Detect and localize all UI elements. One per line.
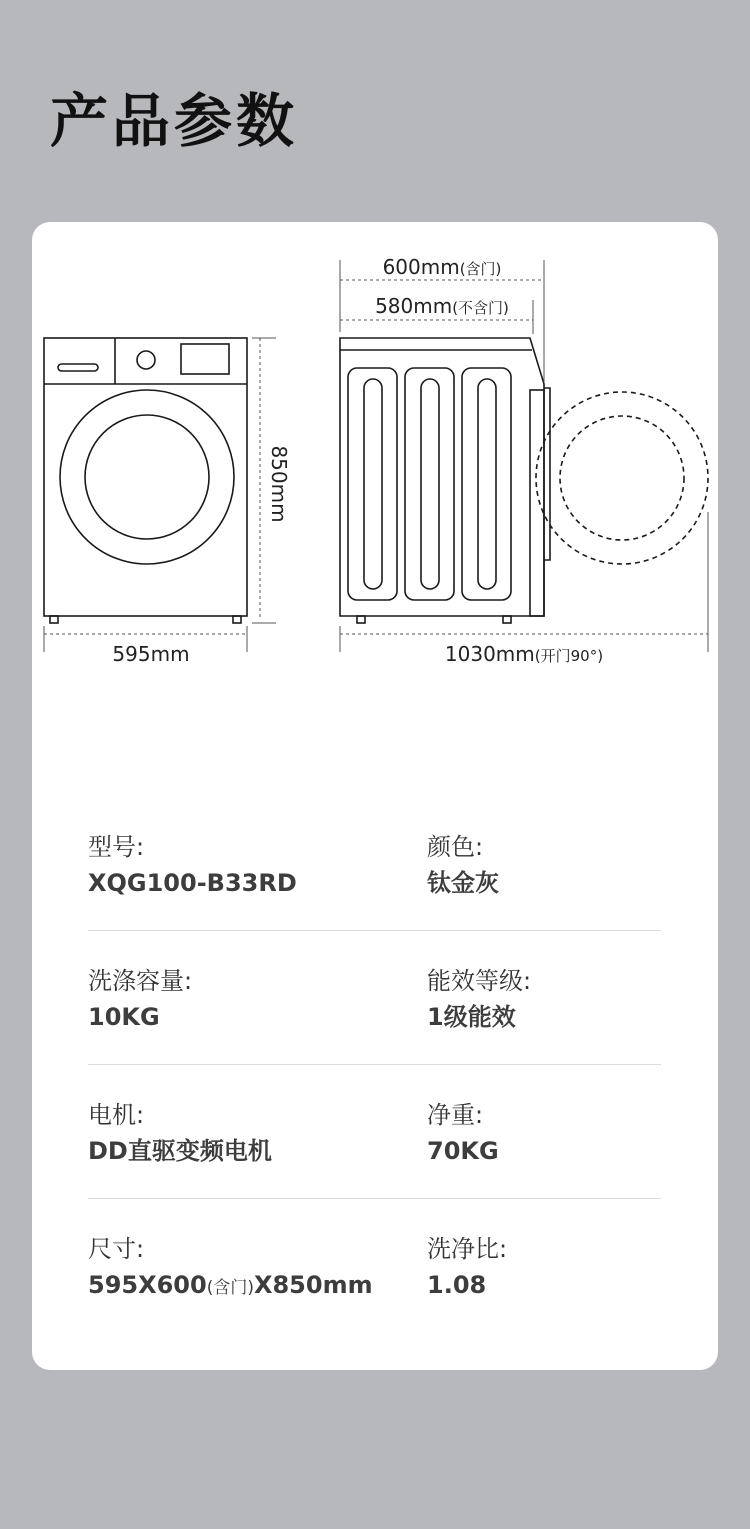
model-value: XQG100-B33RD: [88, 869, 297, 897]
height-label: 850mm: [267, 445, 291, 523]
capacity-label: 洗涤容量:: [88, 967, 193, 995]
motor-value: DD直驱变频电机: [88, 1137, 272, 1165]
width-label: 595mm: [112, 642, 190, 666]
washer-side-view: [340, 338, 550, 623]
motor-label: 电机:: [88, 1101, 145, 1129]
open-depth-label: 1030mm(开门90°): [444, 642, 604, 666]
energy-value: 1级能效: [427, 1003, 516, 1031]
color-label: 颜色:: [427, 833, 484, 861]
divider: [88, 930, 661, 931]
depth-with-door-label: 600mm(含门): [382, 255, 502, 279]
wash-ratio-label: 洗净比:: [427, 1235, 508, 1263]
front-dimension-lines: [44, 338, 260, 634]
weight-value: 70KG: [427, 1137, 499, 1165]
weight-label: 净重:: [427, 1101, 484, 1129]
dimension-diagram: [32, 222, 718, 682]
color-value: 钛金灰: [427, 869, 499, 897]
size-value: 595X600(含门)X850mm: [88, 1271, 373, 1299]
spec-card: [32, 222, 718, 1370]
divider: [88, 1198, 661, 1199]
energy-label: 能效等级:: [427, 967, 532, 995]
page-title: 产品参数: [50, 87, 299, 155]
size-label: 尺寸:: [88, 1235, 145, 1263]
wash-ratio-value: 1.08: [427, 1271, 487, 1299]
side-dimension-lines: [340, 260, 708, 652]
open-door-outline: [536, 392, 708, 564]
divider: [88, 1064, 661, 1065]
capacity-value: 10KG: [88, 1003, 160, 1031]
model-label: 型号:: [88, 833, 145, 861]
depth-without-door-label: 580mm(不含门): [375, 294, 509, 318]
washer-front-view: [44, 338, 247, 623]
